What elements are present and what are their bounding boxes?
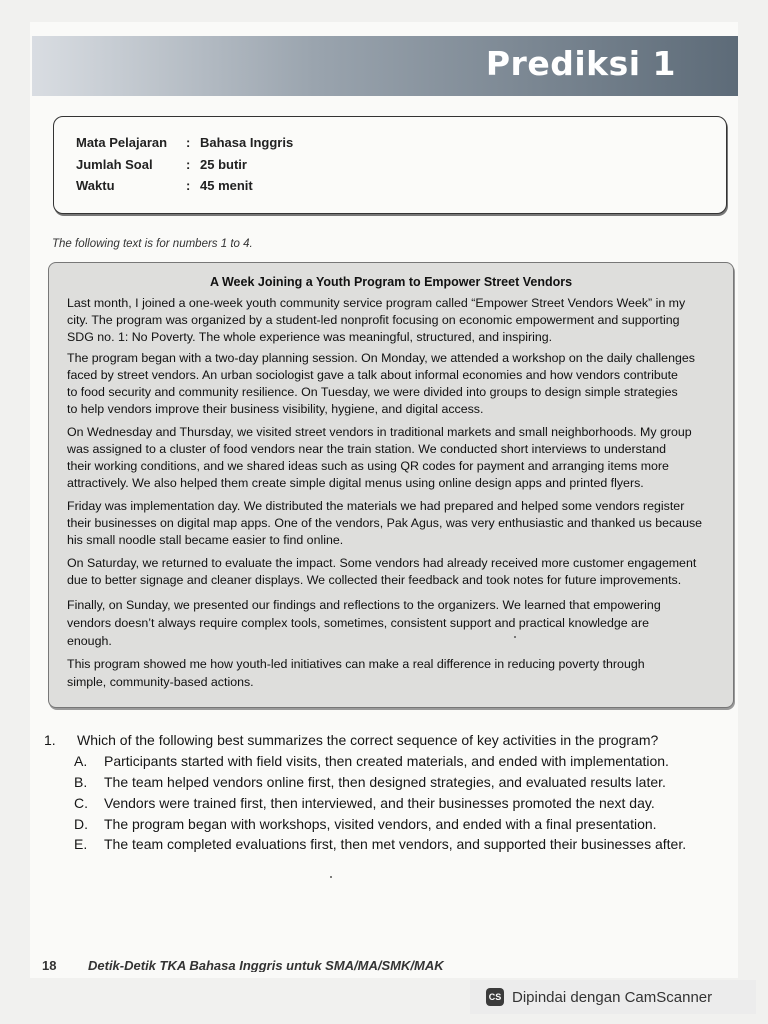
passage-line: city. The program was organized by a student-led nonprofit focusing on economic empowerment and supporting xyxy=(67,313,680,327)
passage-line: their businesses on digital map apps. One of the vendors, Pak Agus, was very enthusiastic and thanked us because xyxy=(67,516,703,530)
option-text: The program began with workshops, visited vendors, and ended with a final presentation. xyxy=(104,816,657,832)
passage-line: vendors doesn’t always require complex tools, sometimes, consistent support and practical knowledge are xyxy=(67,616,649,630)
passage-line: SDG no. 1: No Poverty. The whole experience was meaningful, structured, and inspiring. xyxy=(67,330,553,344)
info-colon: : xyxy=(186,178,191,193)
cs-logo-icon: CS xyxy=(486,988,504,1006)
passage-title: A Week Joining a Youth Program to Empower Street Vendors xyxy=(209,275,573,289)
answer-option-a[interactable] xyxy=(74,753,669,769)
answer-option-e[interactable] xyxy=(74,836,686,852)
passage-line: Last month, I joined a one-week youth community service program called “Empower Street Vendors Week” in my xyxy=(67,296,686,310)
passage-line: On Wednesday and Thursday, we visited street vendors in traditional markets and small neighborhoods. My group xyxy=(67,425,692,439)
info-value: Bahasa Inggris xyxy=(200,135,294,150)
option-letter: B. xyxy=(74,774,88,790)
passage-line: This program showed me how youth-led initiatives can make a real difference in reducing poverty through xyxy=(67,657,645,671)
answer-option-c[interactable] xyxy=(74,795,655,811)
info-value: 25 butir xyxy=(200,157,247,172)
page-number: 18 xyxy=(42,958,57,972)
scanner-text: Dipindai dengan CamScanner xyxy=(512,988,713,1006)
info-row-time xyxy=(76,178,253,193)
info-value: 45 menit xyxy=(200,178,253,193)
answer-option-b[interactable] xyxy=(74,774,666,790)
question-number: 1. xyxy=(44,732,56,748)
answer-option-d[interactable] xyxy=(74,816,657,832)
info-row-question-count xyxy=(76,157,247,172)
info-label: Mata Pelajaran xyxy=(76,135,168,150)
passage-intro: The following text is for numbers 1 to 4. xyxy=(52,238,253,250)
passage-line: faced by street vendors. An urban sociologist gave a talk about informal economies and how vendors contribute xyxy=(67,368,678,382)
passage-line: The program began with a two-day planning session. On Monday, we attended a workshop on the daily challenges xyxy=(67,351,695,365)
page-footer xyxy=(42,958,472,972)
passage-line: was assigned to a cluster of food vendors near the train station. We conducted short interviews to understand xyxy=(67,442,666,456)
info-row-subject xyxy=(76,135,293,150)
passage-line: simple, community-based actions. xyxy=(67,675,254,689)
info-label: Waktu xyxy=(76,178,115,193)
option-letter: A. xyxy=(74,753,88,769)
option-text: The team completed evaluations first, then met vendors, and supported their businesses after. xyxy=(104,836,687,852)
reading-passage xyxy=(48,262,734,708)
passage-line: his small noodle stall became easier to find online. xyxy=(67,533,344,547)
info-label: Jumlah Soal xyxy=(76,157,153,172)
passage-line: On Saturday, we returned to evaluate the impact. Some vendors had already received more customer engagement xyxy=(67,556,697,570)
scan-speck xyxy=(514,636,516,638)
passage-line: Friday was implementation day. We distributed the materials we had prepared and helped some vendors register xyxy=(67,499,685,513)
info-colon: : xyxy=(186,157,191,172)
info-colon: : xyxy=(186,135,191,150)
option-letter: E. xyxy=(74,836,88,852)
passage-line: to help vendors improve their business visibility, hygiene, and digital access. xyxy=(67,402,484,416)
scan-speck xyxy=(330,876,332,878)
passage-line: their working conditions, and we shared ideas such as using QR codes for payment and arranging items more xyxy=(67,459,669,473)
option-text: Vendors were trained first, then interviewed, and their businesses promoted the next day. xyxy=(104,795,655,811)
passage-line: due to better signage and cleaner displays. We collected their feedback and took notes for future improvements. xyxy=(67,573,682,587)
option-text: Participants started with field visits, then created materials, and ended with implementation. xyxy=(104,753,669,769)
camscanner-watermark xyxy=(470,980,756,1014)
book-title: Detik-Detik TKA Bahasa Inggris untuk SMA/MA/SMK/MAK xyxy=(88,958,444,972)
question-text: Which of the following best summarizes the correct sequence of key activities in the program? xyxy=(77,732,659,748)
page-title: Prediksi 1 xyxy=(485,44,676,83)
option-text: The team helped vendors online first, then designed strategies, and evaluated results later. xyxy=(104,774,666,790)
passage-line: to food security and community resilience. On Tuesday, we were divided into groups to design simple strategies xyxy=(67,385,678,399)
subject-info-box xyxy=(53,116,727,214)
option-letter: C. xyxy=(74,795,88,811)
option-letter: D. xyxy=(74,816,88,832)
passage-line: enough. xyxy=(67,634,112,648)
passage-line: attractively. We also helped them create simple digital menus using online design apps and printed flyers. xyxy=(67,476,644,490)
passage-line: Finally, on Sunday, we presented our findings and reflections to the organizers. We learned that empowering xyxy=(67,598,661,612)
